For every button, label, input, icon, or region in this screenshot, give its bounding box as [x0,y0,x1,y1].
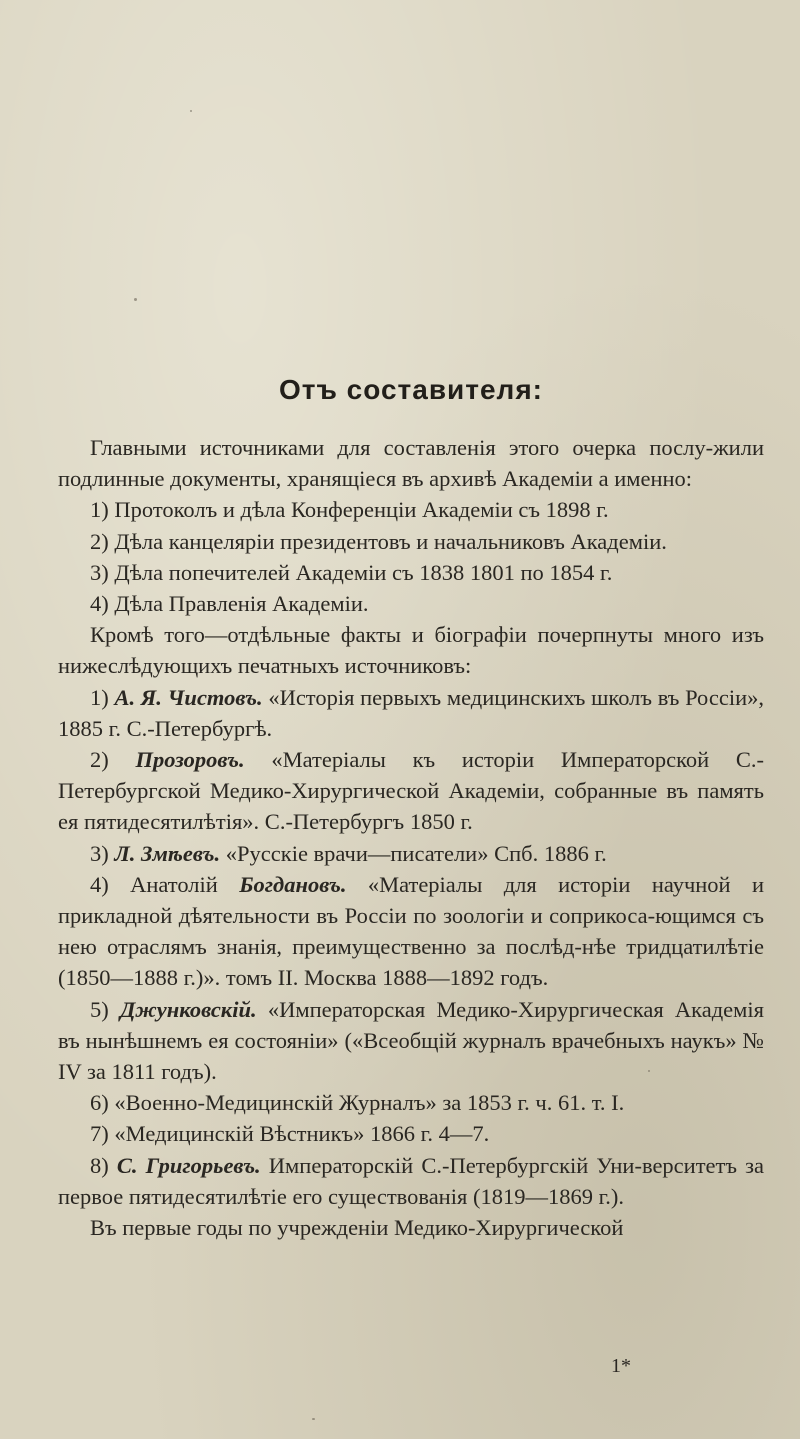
printed-sources-intro: Кромѣ того—отдѣльные факты и біографіи почерпнуты много изъ нижеслѣдующихъ печатныхъ источниковъ: [58,622,764,679]
source-text: «Русскіе врачи—писатели» Спб. 1886 г. [220,840,607,866]
source-text: «Медицинскій Вѣстникъ» 1866 г. 4—7. [114,1121,490,1147]
source-text: «Исторія первыхъ медицинскихъ школъ въ Россіи», 1885 г. С.-Петербургѣ. [58,684,765,741]
source-item-5 [58,994,764,1088]
source-text: «Военно-Медицинскій Журналъ» за 1853 г. ч. 61. т. I. [114,1090,625,1116]
source-text: «Матеріалы для исторіи научной и прикладной дѣятельности въ Россіи по зоологіи и соприкоса-ющимся съ нею отраслямъ знанія, преимущественно за послѣд-нѣе тридцатилѣтіе (1850—1888 г.)». томъ II. Москва 1888—1892 годъ. [58,871,765,991]
archive-item-4: 4) Дѣла Правленія Академіи. [90,591,369,617]
source-number: 6) [90,1090,109,1116]
source-author: Прозоровъ. [135,747,245,773]
page-title: Отъ составителя: [278,374,543,405]
source-item-6 [58,1087,764,1118]
source-author: А. Я. Чистовъ. [114,684,263,710]
paper-speck [648,1070,650,1072]
body-text [58,432,764,1243]
closing-line: Въ первые годы по учрежденіи Медико-Хирургической [90,1215,624,1241]
source-item-2 [58,744,764,838]
source-number: 4) Анатолій [90,871,218,897]
source-number: 7) [90,1121,109,1147]
archive-item-2: 2) Дѣла канцеляріи президентовъ и начальниковъ Академіи. [90,528,667,554]
source-number: 1) [90,684,109,710]
source-number: 2) [90,747,109,773]
archive-item-3: 3) Дѣла попечителей Академіи съ 1838 1801 по 1854 г. [90,559,613,585]
source-author: Джунковскій. [120,996,257,1022]
source-text: «Матеріалы къ исторіи Императорской С.-Петербургской Медико-Хирургической Академіи, собранные въ память ея пятидесятилѣтія». С.-Петербургъ 1850 г. [58,747,764,835]
source-author: С. Григорьевъ. [116,1152,261,1178]
source-text: Императорскій С.-Петербургскій Уни-верситетъ за первое пятидесятилѣтіе его существованія (1819—1869 г.). [58,1152,764,1209]
document-page [58,0,764,1439]
intro-paragraph: Главными источниками для составленія этого очерка послу-жили подлинные документы, хранящіеся въ архивѣ Академіи а именно: [58,435,764,492]
paper-speck [312,1418,315,1420]
source-author: Л. Змѣевъ. [114,840,221,866]
source-item-8 [58,1150,764,1212]
signature-mark: 1* [611,1355,631,1377]
source-item-7 [58,1118,764,1149]
paper-speck [190,110,192,112]
source-number: 3) [90,840,109,866]
source-author: Богдановъ. [239,871,347,897]
source-number: 8) [90,1152,109,1178]
source-item-4 [58,869,764,994]
source-text: «Императорская Медико-Хирургическая Академія въ нынѣшнемъ ея состояніи» («Всеобщій журналъ врачебныхъ наукъ» № IV за 1811 годъ). [58,996,764,1085]
source-number: 5) [90,996,109,1022]
archive-item-1: 1) Протоколъ и дѣла Конференціи Академіи съ 1898 г. [90,497,609,523]
paper-speck [134,298,137,301]
source-item-1 [58,682,764,744]
source-item-3 [58,838,764,869]
